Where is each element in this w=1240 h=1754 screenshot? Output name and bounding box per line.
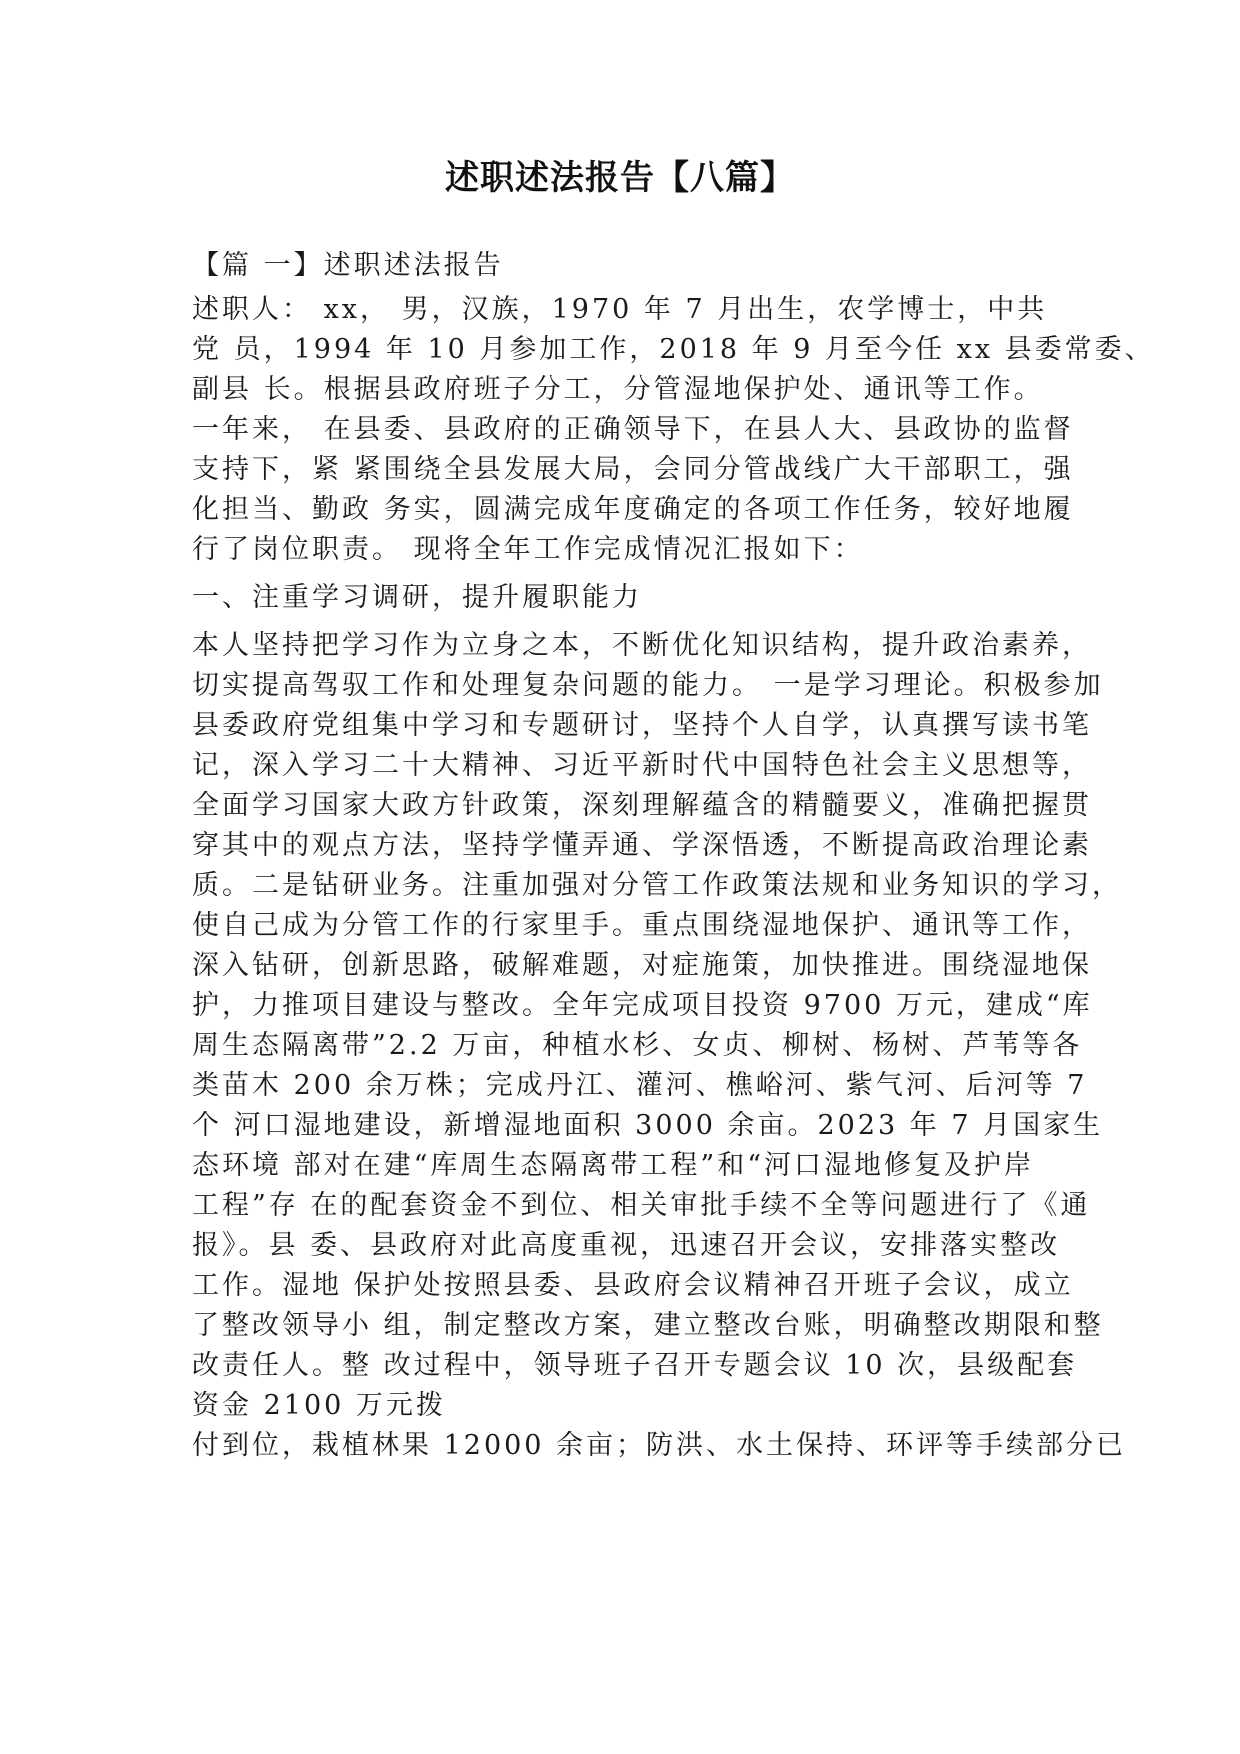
- section-heading: 【篇 一】述职述法报告: [192, 250, 504, 281]
- body-line-18: 了整改领导小 组，制定整改方案，建立整改台账，明确整改期限和整: [192, 1310, 1104, 1341]
- body-line-16: 报》。县 委、县政府对此高度重视，迅速召开会议，安排落实整改: [192, 1230, 1061, 1261]
- body-line-3: 县委政府党组集中学习和专题研讨，坚持个人自学，认真撰写读书笔: [192, 710, 1092, 741]
- body-line-10: 护，力推项目建设与整改。全年完成项目投资 9700 万元，建成“库: [192, 990, 1093, 1021]
- body-line-4: 记，深入学习二十大精神、习近平新时代中国特色社会主义思想等，: [192, 750, 1092, 781]
- body-line-5: 全面学习国家大政方针政策，深刻理解蕴含的精髓要义，准确把握贯: [192, 790, 1092, 821]
- body-line-14: 态环境 部对在建“库周生态隔离带工程”和“河口湿地修复及护岸: [192, 1150, 1034, 1181]
- body-line-21: 付到位，栽植林果 12000 余亩；防洪、水土保持、环评等手续部分已: [192, 1430, 1127, 1461]
- body-line-6: 穿其中的观点方法，坚持学懂弄通、学深悟透，不断提高政治理论素: [192, 830, 1092, 861]
- document-title: 述职述法报告【八篇】: [445, 158, 795, 198]
- body-line-7: 质。二是钻研业务。注重加强对分管工作政策法规和业务知识的学习，: [192, 870, 1122, 901]
- body-line-9: 深入钻研，创新思路，破解难题，对症施策，加快推进。围绕湿地保: [192, 950, 1092, 981]
- body-line-13: 个 河口湿地建设，新增湿地面积 3000 余亩。2023 年 7 月国家生: [192, 1110, 1104, 1141]
- body-line-11: 周生态隔离带”2.2 万亩，种植水杉、女贞、柳树、杨树、芦苇等各: [192, 1030, 1083, 1061]
- intro-line-7: 行了岗位职责。 现将全年工作完成情况汇报如下：: [192, 534, 864, 565]
- body-line-19: 改责任人。整 改过程中，领导班子召开专题会议 10 次，县级配套: [192, 1350, 1078, 1381]
- intro-line-1: 述职人： xx， 男，汉族，1970 年 7 月出生，农学博士，中共: [192, 294, 1048, 325]
- subheading: 一、注重学习调研，提升履职能力: [192, 582, 642, 613]
- intro-line-2: 党 员，1994 年 10 月参加工作，2018 年 9 月至今任 xx 县委常委、: [192, 334, 1155, 365]
- body-line-12: 类苗木 200 余万株；完成丹江、灌河、樵峪河、紫气河、后河等 7: [192, 1070, 1088, 1101]
- body-line-17: 工作。湿地 保护处按照县委、县政府会议精神召开班子会议，成立: [192, 1270, 1074, 1301]
- intro-line-3: 副县 长。根据县政府班子分工，分管湿地保护处、通讯等工作。: [192, 374, 1044, 405]
- body-line-15: 工程”存 在的配套资金不到位、相关审批手续不全等问题进行了《通: [192, 1190, 1091, 1221]
- body-line-2: 切实提高驾驭工作和处理复杂问题的能力。 一是学习理论。积极参加: [192, 670, 1104, 701]
- intro-line-5: 支持下，紧 紧围绕全县发展大局，会同分管战线广大干部职工，强: [192, 454, 1074, 485]
- body-line-20: 资金 2100 万元拨: [192, 1390, 446, 1421]
- body-line-8: 使自己成为分管工作的行家里手。重点围绕湿地保护、通讯等工作，: [192, 910, 1092, 941]
- intro-line-6: 化担当、勤政 务实，圆满完成年度确定的各项工作任务，较好地履: [192, 494, 1074, 525]
- intro-line-4: 一年来， 在县委、县政府的正确领导下，在县人大、县政协的监督: [192, 414, 1074, 445]
- body-line-1: 本人坚持把学习作为立身之本，不断优化知识结构，提升政治素养，: [192, 630, 1092, 661]
